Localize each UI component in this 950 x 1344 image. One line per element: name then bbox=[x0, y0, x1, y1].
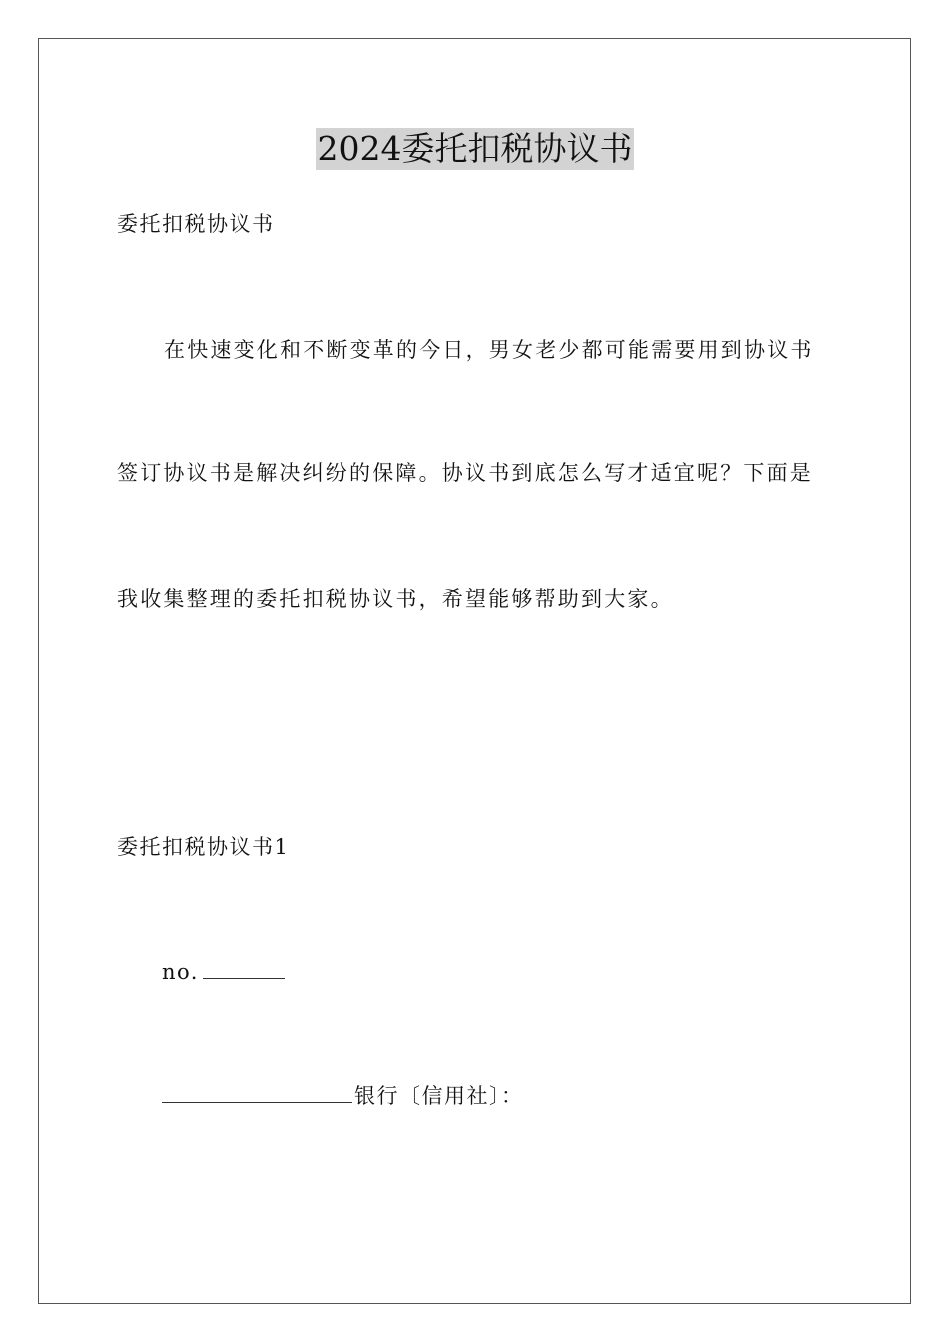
bank-addressee-line bbox=[162, 1082, 524, 1110]
intro-line-3: 我收集整理的委托扣税协议书，希望能够帮助到大家。 bbox=[117, 587, 674, 611]
agreement-number-blank bbox=[203, 960, 285, 979]
bank-label: 银行〔信用社〕： bbox=[354, 1084, 524, 1108]
section-heading: 委托扣税协议书1 bbox=[117, 835, 290, 859]
agreement-number-label: no. bbox=[162, 960, 199, 984]
agreement-number-line bbox=[162, 958, 285, 986]
intro-line-2: 签订协议书是解决纠纷的保障。协议书到底怎么写才适宜呢？下面是 bbox=[117, 461, 813, 485]
title-container bbox=[0, 128, 950, 170]
intro-line-1: 在快速变化和不断变革的今日，男女老少都可能需要用到协议书 bbox=[164, 338, 814, 362]
document-title: 2024委托扣税协议书 bbox=[317, 129, 633, 168]
bank-name-blank bbox=[162, 1084, 352, 1103]
document-subtitle: 委托扣税协议书 bbox=[117, 212, 275, 236]
